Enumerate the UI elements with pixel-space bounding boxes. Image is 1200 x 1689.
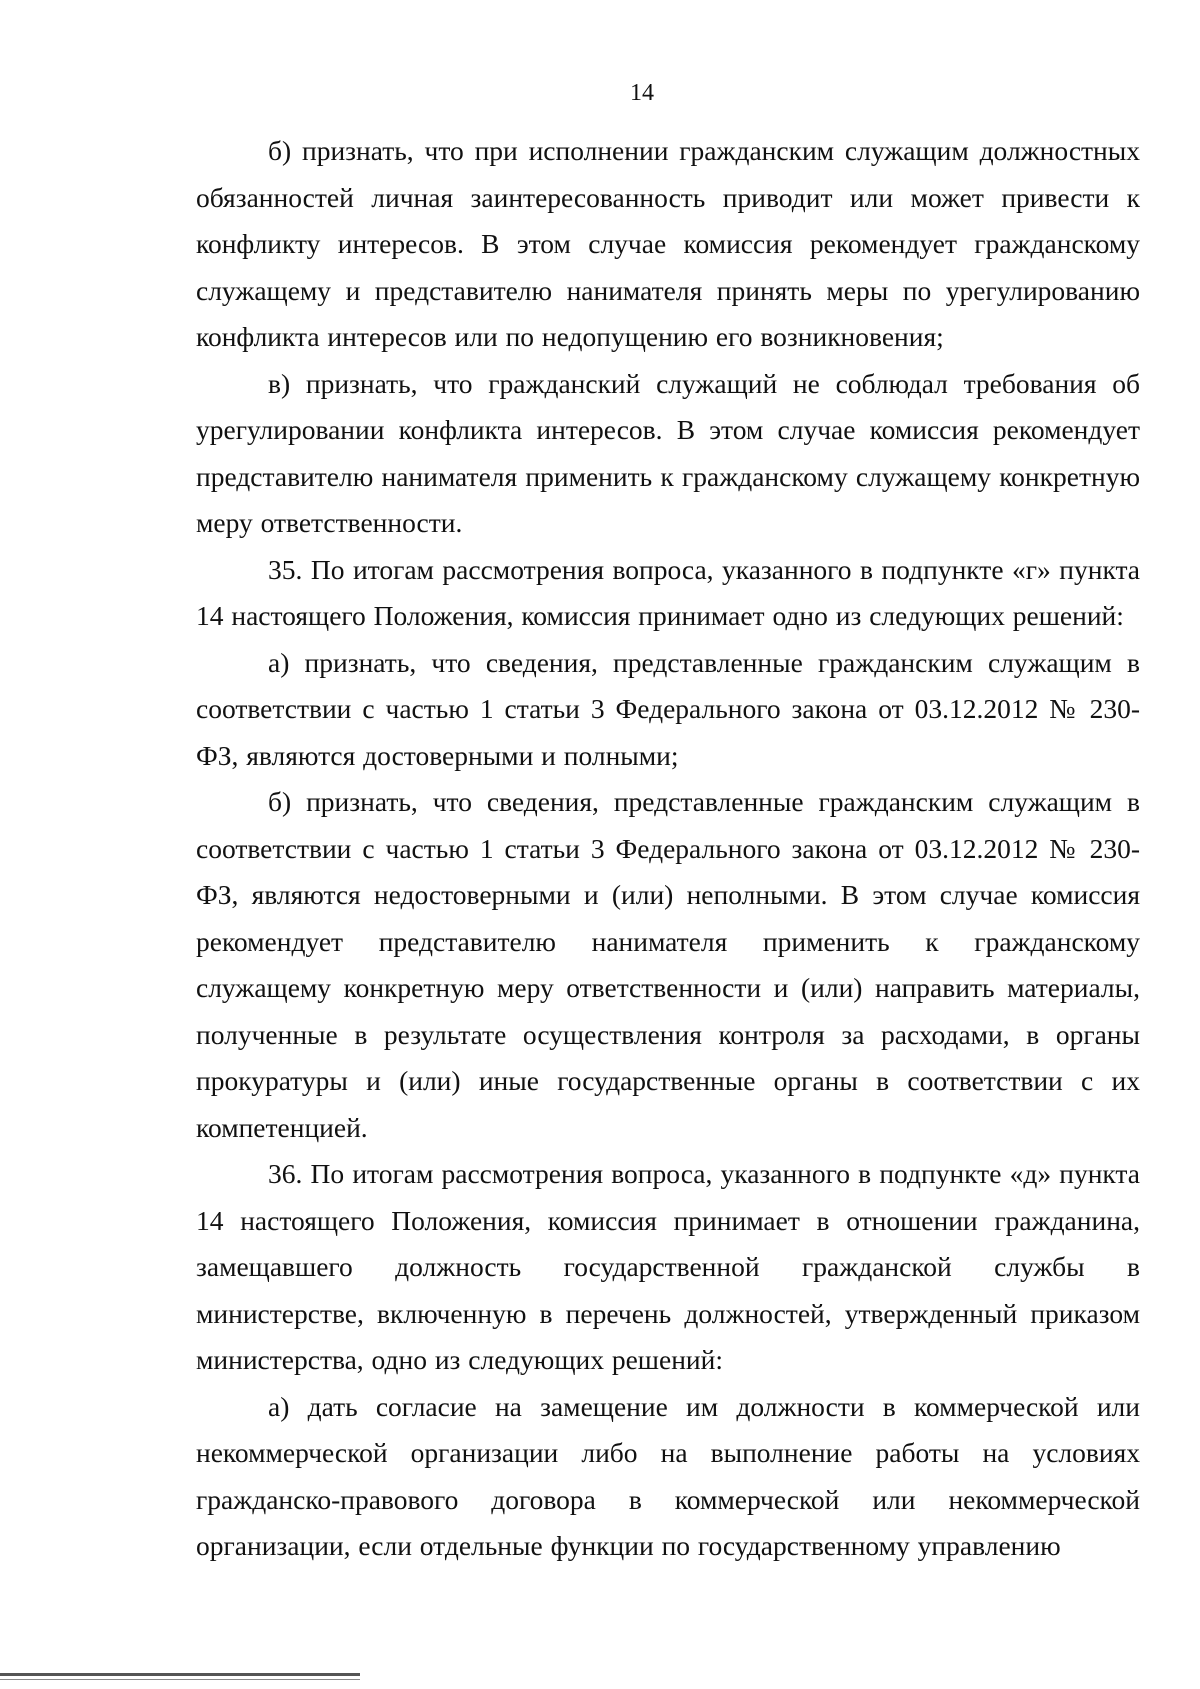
paragraph-35-a: а) признать, что сведения, представленные гражданским служащим в соответствии с частью 1 статьи 3 Федерального закона от 03.12.2012 № 230-ФЗ, являются достоверными и полными; (196, 646, 1140, 771)
page-number: 14 (630, 80, 654, 106)
paragraph-35-b: б) признать, что сведения, представленные гражданским служащим в соответствии с частью 1 статьи 3 Федерального закона от 03.12.2012 № 230-ФЗ, являются недостоверными и (или) неполными. В этом случае комиссия рекомендует представителю нанимателя применить к гражданскому служащему конкретную меру ответственности и (или) направить материалы, полученные в результате осуществления контроля за расходами, в органы прокуратуры и (или) иные государственные органы в соответствии с их компетенцией. (196, 786, 1140, 1143)
scan-edge-line (0, 1673, 360, 1676)
paragraph-36-a: а) дать согласие на замещение им должности в коммерческой или некоммерческой организации либо на выполнение работы на условиях гражданско-правового договора в коммерческой или некоммерческой организации, если отдельные функции по государственному управлению (196, 1390, 1140, 1561)
paragraph-v-non-compliance: в) признать, что гражданский служащий не соблюдал требования об урегулировании конфликта интересов. В этом случае комиссия рекомендует представителю нанимателя применить к гражданскому служащему конкретную меру ответственности. (196, 367, 1140, 538)
paragraph-35: 35. По итогам рассмотрения вопроса, указанного в подпункте «г» пункта 14 настоящего Положения, комиссия принимает одно из следующих решений: (196, 553, 1140, 631)
paragraph-36: 36. По итогам рассмотрения вопроса, указанного в подпункте «д» пункта 14 настоящего Положения, комиссия принимает в отношении гражданина, замещавшего должность государственной гражданской службы в министерстве, включенную в перечень должностей, утвержденный приказом министерства, одно из следующих решений: (196, 1158, 1140, 1375)
scan-edge-line-thin (0, 1679, 360, 1680)
document-body (196, 128, 1140, 1570)
paragraph-b-conflict-of-interest: б) признать, что при исполнении гражданским служащим должностных обязанностей личная заинтересованность приводит или может привести к конфликту интересов. В этом случае комиссия рекомендует гражданскому служащему и представителю нанимателя принять меры по урегулированию конфликта интересов или по недопущению его возникновения; (196, 135, 1140, 352)
